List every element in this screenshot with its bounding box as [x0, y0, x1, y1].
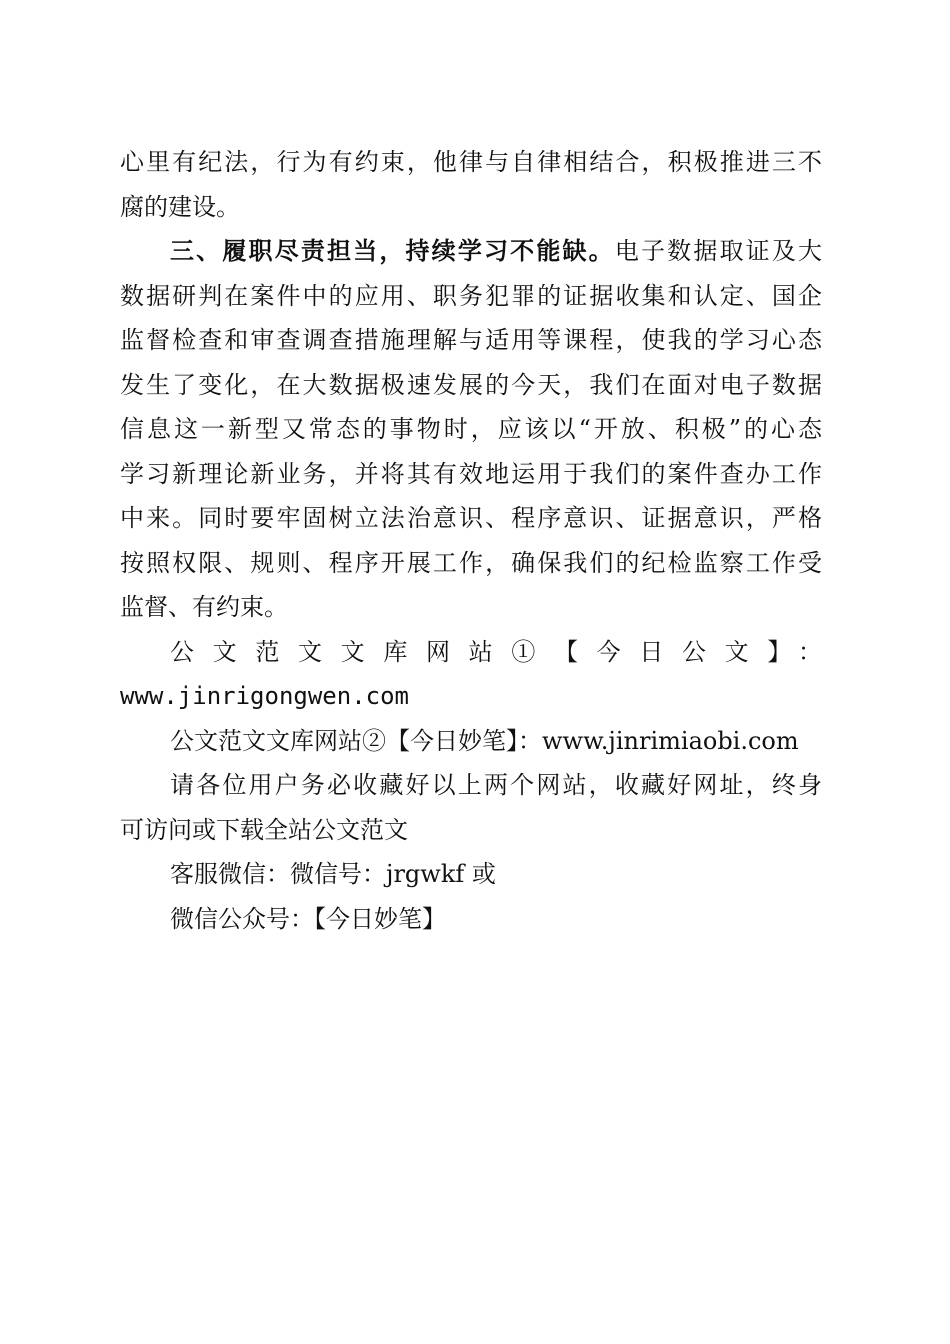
wechat-account-line: 微信公众号：【今日妙笔】	[170, 904, 446, 933]
customer-service-line: 客服微信：微信号：jrgwkf 或	[170, 860, 496, 888]
paragraph-2-line-8: 按照权限、规则、程序开展工作，确保我们的纪检监察工作受	[120, 548, 822, 577]
paragraph-2-line-1	[120, 229, 822, 274]
paragraph-2-line-7: 中来。同时要牢固树立法治意识、程序意识、证据意识，严格	[120, 504, 822, 532]
site-1-url[interactable]: www.jinrigongwen.com	[120, 682, 409, 710]
paragraph-2-line-1-rest: 电子数据取证及大	[614, 237, 822, 265]
notice-line-1: 请各位用户务必收藏好以上两个网站，收藏好网址，终身	[170, 771, 822, 799]
paragraph-2-line-5: 信息这一新型又常态的事物时，应该以“开放、积极”的心态	[120, 415, 822, 443]
paragraph-1-line-2: 腐的建设。	[120, 192, 240, 221]
site-1-label: 公文范文文库网站①【今日公文】：	[170, 637, 822, 666]
section-heading: 三、履职尽责担当，持续学习不能缺。	[170, 237, 615, 265]
paragraph-2-line-3: 监督检查和审查调查措施理解与适用等课程，使我的学习心态	[120, 326, 822, 354]
paragraph-2-line-6: 学习新理论新业务，并将其有效地运用于我们的案件查办工作	[120, 459, 822, 488]
paragraph-1-line-1: 心里有纪法，行为有约束，他律与自律相结合，积极推进三不	[120, 148, 822, 176]
paragraph-2-line-2: 数据研判在案件中的应用、职务犯罪的证据收集和认定、国企	[120, 281, 822, 310]
paragraph-2-line-9: 监督、有约束。	[120, 593, 288, 621]
notice-line-2: 可访问或下载全站公文范文	[120, 815, 408, 844]
document-page	[120, 140, 822, 941]
site-2-line[interactable]: 公文范文文库网站②【今日妙笔】：www.jinrimiaobi.com	[170, 726, 799, 755]
paragraph-2-line-4: 发生了变化，在大数据极速发展的今天，我们在面对电子数据	[120, 370, 822, 399]
